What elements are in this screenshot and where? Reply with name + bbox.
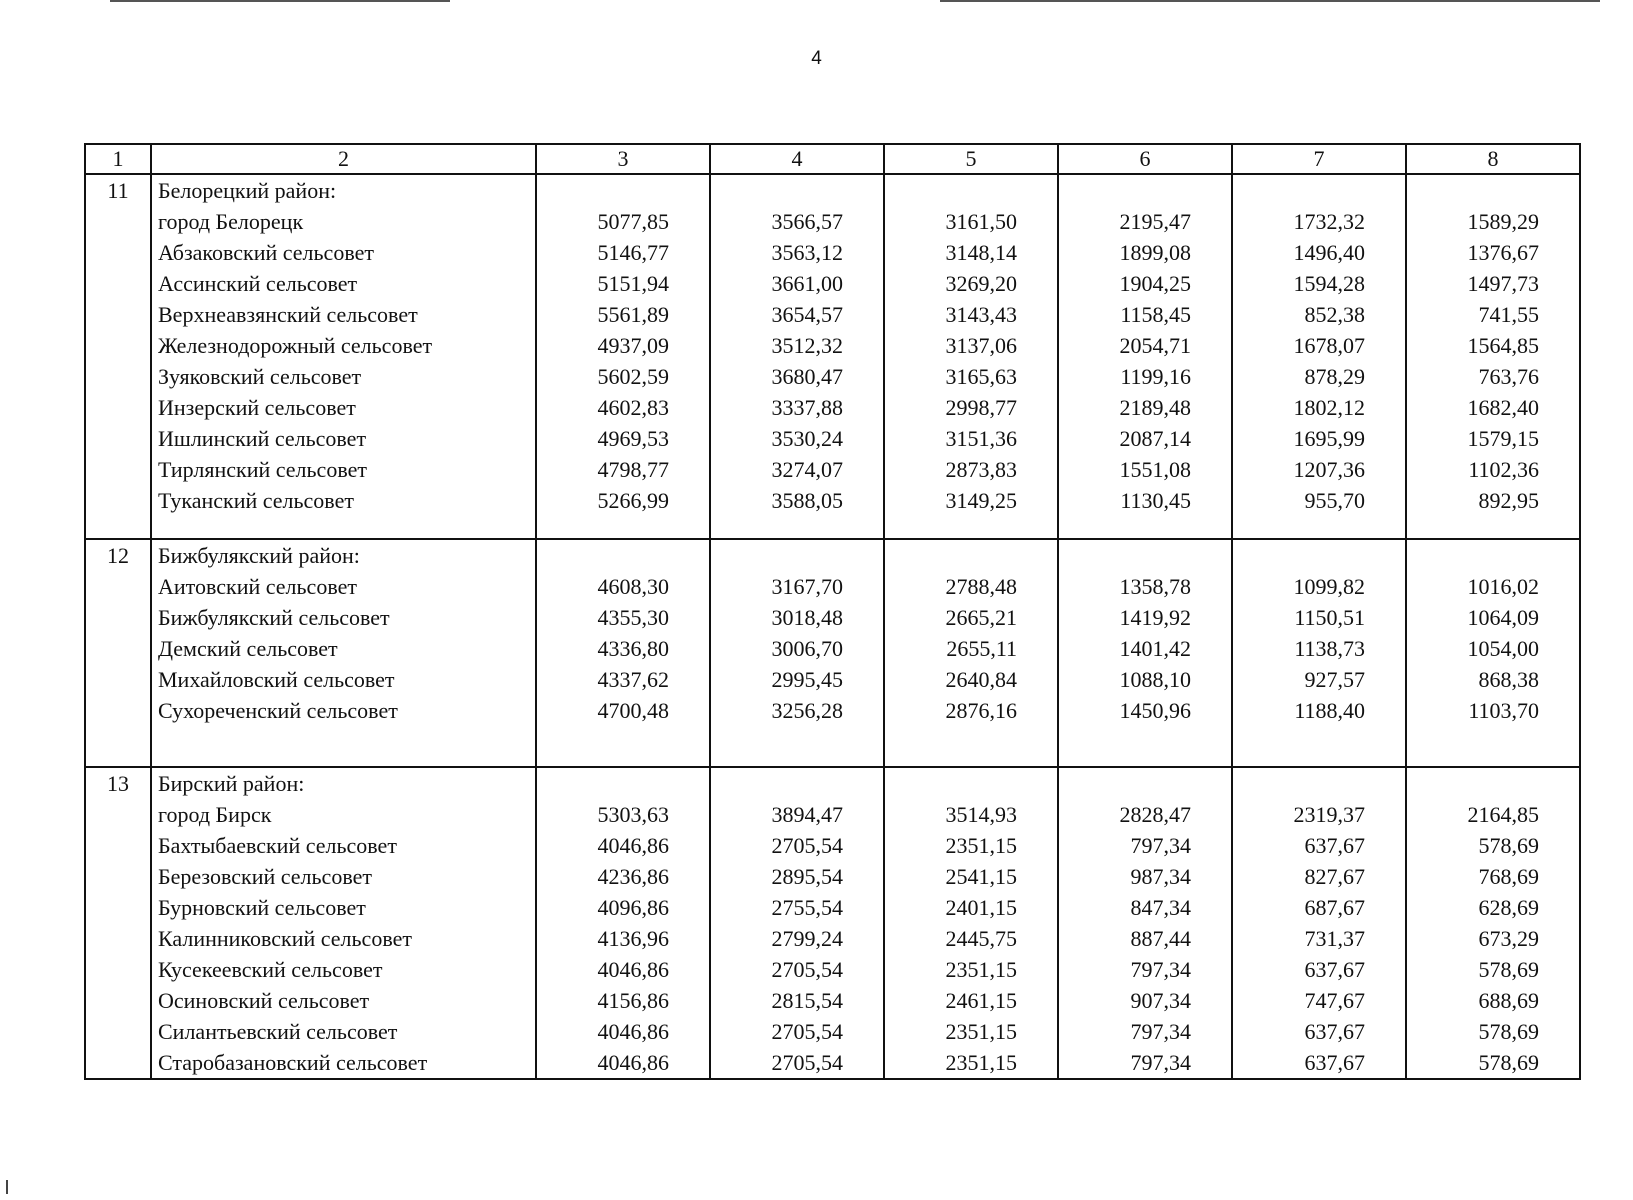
value-cell: 2828,47	[1119, 802, 1191, 827]
district-title-spacer	[1407, 768, 1579, 799]
value-cell: 5077,85	[597, 209, 669, 234]
column-header: 7	[1232, 144, 1406, 174]
settlement-name: Калинниковский сельсовет	[158, 926, 412, 951]
value-cell: 797,34	[1130, 833, 1191, 858]
district-title-spacer	[537, 768, 709, 799]
value-cell: 5303,63	[597, 802, 669, 827]
value-cell: 1150,51	[1294, 605, 1365, 630]
column-header: 3	[536, 144, 710, 174]
value-cell: 688,69	[1478, 988, 1539, 1013]
value-cell: 637,67	[1304, 833, 1365, 858]
value-cell: 797,34	[1130, 1019, 1191, 1044]
value-column-3	[536, 539, 710, 767]
settlement-name: Верхнеавзянский сельсовет	[158, 302, 418, 327]
group-spacer	[152, 726, 535, 766]
district-title-spacer	[885, 768, 1057, 799]
value-column-6	[1058, 539, 1232, 767]
value-column-4	[710, 174, 884, 539]
value-cell: 1695,99	[1293, 426, 1365, 451]
value-cell: 2705,54	[771, 1050, 843, 1075]
value-cell: 1899,08	[1119, 240, 1191, 265]
value-cell: 4969,53	[597, 426, 669, 451]
value-cell: 2351,15	[945, 957, 1017, 982]
column-header: 8	[1406, 144, 1580, 174]
value-cell: 3167,70	[771, 574, 843, 599]
value-cell: 1682,40	[1467, 395, 1539, 420]
value-cell: 4046,86	[597, 1050, 669, 1075]
value-column-5	[884, 767, 1058, 1079]
value-column-7	[1232, 767, 1406, 1079]
district-title: Белорецкий район:	[158, 178, 337, 203]
settlement-name: Демский сельсовет	[158, 636, 338, 661]
value-cell: 4798,77	[597, 457, 669, 482]
district-number: 13	[107, 771, 129, 796]
value-column-6	[1058, 174, 1232, 539]
value-cell: 2895,54	[771, 864, 843, 889]
value-cell: 628,69	[1478, 895, 1539, 920]
value-cell: 637,67	[1304, 1019, 1365, 1044]
value-cell: 827,67	[1304, 864, 1365, 889]
value-cell: 5561,89	[597, 302, 669, 327]
value-cell: 2189,48	[1119, 395, 1191, 420]
value-cell: 4046,86	[597, 957, 669, 982]
settlement-name: Бурновский сельсовет	[158, 895, 366, 920]
column-header: 6	[1058, 144, 1232, 174]
settlement-name: Бахтыбаевский сельсовет	[158, 833, 397, 858]
settlement-name: Железнодорожный сельсовет	[158, 333, 433, 358]
value-cell: 1496,40	[1293, 240, 1365, 265]
value-cell: 741,55	[1478, 302, 1539, 327]
value-cell: 1497,73	[1467, 271, 1539, 296]
value-cell: 1594,28	[1293, 271, 1365, 296]
value-cell: 3654,57	[771, 302, 843, 327]
value-cell: 2351,15	[945, 833, 1017, 858]
value-cell: 878,29	[1304, 364, 1365, 389]
value-column-3	[536, 174, 710, 539]
value-column-8	[1406, 767, 1580, 1079]
settlement-name: город Белорецк	[158, 209, 304, 234]
value-cell: 3151,36	[945, 426, 1017, 451]
value-cell: 3161,50	[945, 209, 1017, 234]
value-cell: 4336,80	[597, 636, 669, 661]
value-cell: 3661,00	[771, 271, 843, 296]
settlement-name: Ассинский сельсовет	[158, 271, 358, 296]
district-title-spacer	[1233, 768, 1405, 799]
value-cell: 852,38	[1304, 302, 1365, 327]
value-cell: 1103,70	[1468, 698, 1539, 723]
value-cell: 4236,86	[597, 864, 669, 889]
value-cell: 887,44	[1130, 926, 1191, 951]
value-cell: 1064,09	[1467, 605, 1539, 630]
value-cell: 2087,14	[1119, 426, 1191, 451]
value-cell: 4337,62	[597, 667, 669, 692]
value-cell: 637,67	[1304, 1050, 1365, 1075]
value-cell: 1088,10	[1119, 667, 1191, 692]
value-column-5	[884, 539, 1058, 767]
value-column-5	[884, 174, 1058, 539]
value-cell: 3269,20	[945, 271, 1017, 296]
value-cell: 3256,28	[771, 698, 843, 723]
rates-table	[84, 143, 1581, 1080]
value-cell: 4046,86	[597, 1019, 669, 1044]
value-cell: 5151,94	[597, 271, 669, 296]
settlement-name: Инзерский сельсовет	[158, 395, 356, 420]
value-cell: 1589,29	[1467, 209, 1539, 234]
district-title-spacer	[711, 540, 883, 571]
value-cell: 2655,11	[946, 636, 1017, 661]
value-cell: 1401,42	[1119, 636, 1191, 661]
district-title-spacer	[1059, 175, 1231, 206]
column-header: 4	[710, 144, 884, 174]
value-cell: 927,57	[1304, 667, 1365, 692]
value-cell: 2401,15	[945, 895, 1017, 920]
value-cell: 3337,88	[771, 395, 843, 420]
value-cell: 1678,07	[1293, 333, 1365, 358]
scan-top-rule-right	[940, 0, 1600, 2]
value-cell: 747,67	[1304, 988, 1365, 1013]
value-cell: 2873,83	[945, 457, 1017, 482]
value-cell: 1099,82	[1293, 574, 1365, 599]
value-cell: 1376,67	[1467, 240, 1539, 265]
value-cell: 3165,63	[945, 364, 1017, 389]
value-cell: 1551,08	[1119, 457, 1191, 482]
column-number-row	[85, 144, 1580, 174]
settlement-name: Михайловский сельсовет	[158, 667, 395, 692]
district-group	[85, 767, 1580, 1079]
value-cell: 1054,00	[1467, 636, 1539, 661]
settlement-name: город Бирск	[158, 802, 272, 827]
district-number-cell	[85, 174, 151, 539]
settlement-name: Сухореченский сельсовет	[158, 698, 398, 723]
column-header: 5	[884, 144, 1058, 174]
settlement-names-cell	[151, 767, 536, 1079]
value-cell: 3530,24	[771, 426, 843, 451]
value-cell: 2445,75	[945, 926, 1017, 951]
value-cell: 1802,12	[1293, 395, 1365, 420]
value-column-4	[710, 539, 884, 767]
district-number: 12	[107, 543, 129, 568]
district-title-spacer	[537, 175, 709, 206]
value-column-4	[710, 767, 884, 1079]
value-cell: 2319,37	[1293, 802, 1365, 827]
value-cell: 2705,54	[771, 1019, 843, 1044]
value-cell: 797,34	[1130, 957, 1191, 982]
value-cell: 2351,15	[945, 1019, 1017, 1044]
margin-mark	[6, 1180, 8, 1194]
page-number: 4	[811, 48, 822, 69]
value-cell: 5602,59	[597, 364, 669, 389]
district-title-spacer	[711, 768, 883, 799]
value-cell: 1732,32	[1293, 209, 1365, 234]
settlement-name: Осиновский сельсовет	[158, 988, 370, 1013]
value-cell: 1138,73	[1294, 636, 1365, 661]
value-cell: 2195,47	[1119, 209, 1191, 234]
district-title-spacer	[1407, 175, 1579, 206]
district-number-cell	[85, 767, 151, 1079]
value-cell: 3018,48	[771, 605, 843, 630]
column-header: 2	[151, 144, 536, 174]
value-cell: 3143,43	[945, 302, 1017, 327]
value-cell: 4136,96	[597, 926, 669, 951]
value-cell: 3566,57	[771, 209, 843, 234]
value-cell: 1102,36	[1468, 457, 1539, 482]
district-title-spacer	[1059, 540, 1231, 571]
value-cell: 1358,78	[1119, 574, 1191, 599]
settlement-name: Абзаковский сельсовет	[158, 240, 374, 265]
group-spacer	[152, 516, 535, 538]
value-cell: 2054,71	[1119, 333, 1191, 358]
value-cell: 2995,45	[771, 667, 843, 692]
value-cell: 2705,54	[771, 833, 843, 858]
settlement-name: Зуяковский сельсовет	[158, 364, 362, 389]
value-cell: 578,69	[1478, 833, 1539, 858]
district-title-spacer	[1059, 768, 1231, 799]
value-cell: 797,34	[1130, 1050, 1191, 1075]
value-column-6	[1058, 767, 1232, 1079]
settlement-name: Тирлянский сельсовет	[158, 457, 367, 482]
value-cell: 578,69	[1478, 957, 1539, 982]
value-cell: 3588,05	[771, 488, 843, 513]
value-cell: 2351,15	[945, 1050, 1017, 1075]
value-cell: 673,29	[1478, 926, 1539, 951]
settlement-name: Старобазановский сельсовет	[158, 1050, 428, 1075]
value-cell: 3512,32	[771, 333, 843, 358]
value-cell: 1188,40	[1294, 698, 1365, 723]
value-cell: 2788,48	[945, 574, 1017, 599]
value-cell: 578,69	[1478, 1019, 1539, 1044]
district-group	[85, 539, 1580, 767]
value-cell: 4700,48	[597, 698, 669, 723]
value-cell: 3680,47	[771, 364, 843, 389]
value-cell: 3563,12	[771, 240, 843, 265]
value-cell: 987,34	[1130, 864, 1191, 889]
value-cell: 768,69	[1478, 864, 1539, 889]
value-cell: 1579,15	[1467, 426, 1539, 451]
district-title-spacer	[885, 540, 1057, 571]
value-cell: 892,95	[1478, 488, 1539, 513]
value-cell: 2640,84	[945, 667, 1017, 692]
value-cell: 4608,30	[597, 574, 669, 599]
value-cell: 2461,15	[945, 988, 1017, 1013]
value-column-7	[1232, 539, 1406, 767]
settlement-name: Бижбулякский сельсовет	[158, 605, 390, 630]
district-number: 11	[107, 178, 129, 203]
district-title: Бижбулякский район:	[158, 543, 360, 568]
value-cell: 5266,99	[597, 488, 669, 513]
value-cell: 2755,54	[771, 895, 843, 920]
district-title-spacer	[1407, 540, 1579, 571]
value-cell: 1016,02	[1467, 574, 1539, 599]
value-cell: 1207,36	[1293, 457, 1365, 482]
value-cell: 2876,16	[945, 698, 1017, 723]
value-cell: 4096,86	[597, 895, 669, 920]
value-cell: 578,69	[1478, 1050, 1539, 1075]
value-cell: 847,34	[1130, 895, 1191, 920]
district-title-spacer	[1233, 540, 1405, 571]
district-title-spacer	[885, 175, 1057, 206]
value-cell: 3514,93	[945, 802, 1017, 827]
settlement-names-cell	[151, 174, 536, 539]
value-cell: 1419,92	[1119, 605, 1191, 630]
value-cell: 3137,06	[945, 333, 1017, 358]
settlement-name: Кусекеевский сельсовет	[158, 957, 383, 982]
settlement-name: Туканский сельсовет	[158, 488, 354, 513]
value-cell: 955,70	[1304, 488, 1365, 513]
district-group	[85, 174, 1580, 539]
settlement-name: Ишлинский сельсовет	[158, 426, 367, 451]
value-cell: 4602,83	[597, 395, 669, 420]
settlement-name: Березовский сельсовет	[158, 864, 372, 889]
value-cell: 1199,16	[1120, 364, 1191, 389]
value-cell: 2164,85	[1467, 802, 1539, 827]
settlement-name: Аитовский сельсовет	[158, 574, 357, 599]
value-cell: 868,38	[1478, 667, 1539, 692]
settlement-names-cell	[151, 539, 536, 767]
value-cell: 1450,96	[1119, 698, 1191, 723]
value-cell: 3894,47	[771, 802, 843, 827]
value-cell: 5146,77	[597, 240, 669, 265]
district-number-cell	[85, 539, 151, 767]
value-cell: 2998,77	[945, 395, 1017, 420]
value-cell: 907,34	[1130, 988, 1191, 1013]
value-cell: 3006,70	[771, 636, 843, 661]
value-cell: 2541,15	[945, 864, 1017, 889]
column-header: 1	[85, 144, 151, 174]
value-cell: 4355,30	[597, 605, 669, 630]
scan-top-rule-left	[110, 0, 450, 2]
value-column-8	[1406, 174, 1580, 539]
value-cell: 3149,25	[945, 488, 1017, 513]
value-cell: 1158,45	[1120, 302, 1191, 327]
value-cell: 4046,86	[597, 833, 669, 858]
value-cell: 4156,86	[597, 988, 669, 1013]
value-column-8	[1406, 539, 1580, 767]
value-column-3	[536, 767, 710, 1079]
value-cell: 2799,24	[771, 926, 843, 951]
value-column-7	[1232, 174, 1406, 539]
value-cell: 4937,09	[597, 333, 669, 358]
district-title-spacer	[711, 175, 883, 206]
value-cell: 763,76	[1478, 364, 1539, 389]
value-cell: 1564,85	[1467, 333, 1539, 358]
value-cell: 2705,54	[771, 957, 843, 982]
value-cell: 2815,54	[771, 988, 843, 1013]
settlement-name: Силантьевский сельсовет	[158, 1019, 398, 1044]
district-title-spacer	[537, 540, 709, 571]
value-cell: 3148,14	[945, 240, 1017, 265]
table-body	[85, 174, 1580, 1079]
district-title-spacer	[1233, 175, 1405, 206]
district-title: Бирский район:	[158, 771, 305, 796]
value-cell: 731,37	[1304, 926, 1365, 951]
value-cell: 2665,21	[945, 605, 1017, 630]
value-cell: 687,67	[1304, 895, 1365, 920]
value-cell: 1904,25	[1119, 271, 1191, 296]
value-cell: 3274,07	[771, 457, 843, 482]
value-cell: 1130,45	[1120, 488, 1191, 513]
value-cell: 637,67	[1304, 957, 1365, 982]
